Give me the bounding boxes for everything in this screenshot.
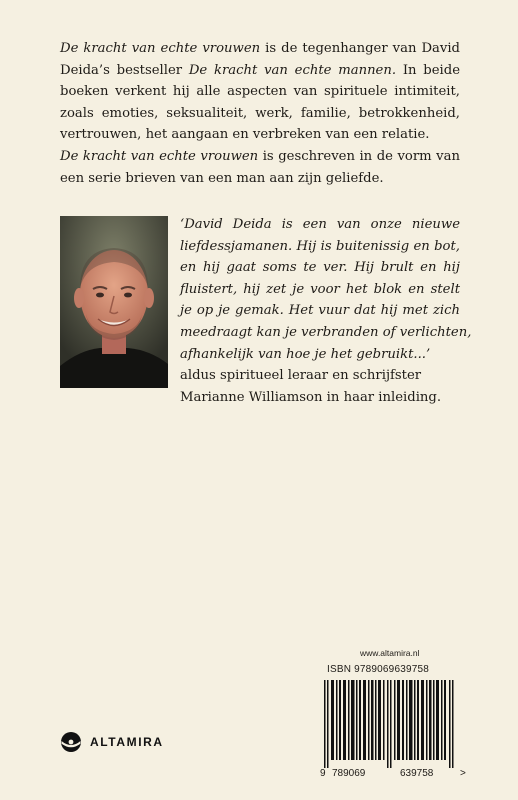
barcode-group-2: 639758: [400, 768, 434, 779]
barcode-marker: >: [460, 768, 466, 779]
book-title-italic: De kracht van echte mannen.: [188, 62, 397, 78]
book-title-italic: De kracht van echte vrouwen: [60, 41, 261, 56]
quote-line: liefdessjamanen. Hij is buitenissig en bot,: [180, 238, 460, 254]
blurb-line: vertrouwen, het aangaan en verbreken van een relatie.: [60, 127, 430, 143]
isbn-label: ISBN 9789069639758: [327, 664, 430, 675]
blurb-line: Deida’s bestseller De kracht van echte mannen. In beide: [60, 62, 461, 78]
quote-attribution: Marianne Williamson in haar inleiding.: [180, 389, 442, 405]
quote-line: en hij gaat soms te ver. Hij brult en hij: [180, 260, 460, 276]
blurb-line: zoals emoties, seksualiteit, werk, familie, betrokkenheid,: [60, 105, 460, 121]
quote-attribution: aldus spiritueel leraar en schrijfster: [180, 368, 422, 384]
publisher-website: www.altamira.nl: [360, 648, 420, 658]
blurb-line: De kracht van echte vrouwen is geschreven in de vorm van: [60, 148, 460, 164]
publisher-name: ALTAMIRA: [90, 735, 164, 749]
blurb-line: boeken verkent hij alle aspecten van spirituele intimiteit,: [60, 84, 460, 100]
endorsement-quote: [180, 214, 472, 408]
quote-line: je op je gemak. Het vuur dat hij met zich: [180, 303, 460, 319]
blurb-line: een serie brieven van een man aan zijn geliefde.: [60, 170, 384, 186]
quote-line: ‘David Deida is een van onze nieuwe: [180, 217, 460, 232]
publisher-logo: [60, 731, 164, 753]
barcode-digits: [320, 768, 470, 782]
blurb-line: De kracht van echte vrouwen is de tegenhanger van David: [60, 41, 460, 56]
quote-line: fluistert, hij zet je voor het blok en stelt: [180, 281, 460, 297]
quote-line: meedraagt kan je verbranden of verlichten,: [180, 324, 472, 340]
quote-line: afhankelijk van hoe je het gebruikt...’: [180, 346, 431, 362]
blurb-text: [60, 38, 460, 189]
barcode: [322, 680, 456, 768]
author-photo: [60, 216, 168, 388]
altamira-eye-icon: [60, 731, 82, 753]
barcode-group-1: 789069: [332, 768, 366, 779]
book-title-italic: De kracht van echte vrouwen: [60, 148, 259, 164]
barcode-lead-digit: 9: [320, 768, 326, 779]
